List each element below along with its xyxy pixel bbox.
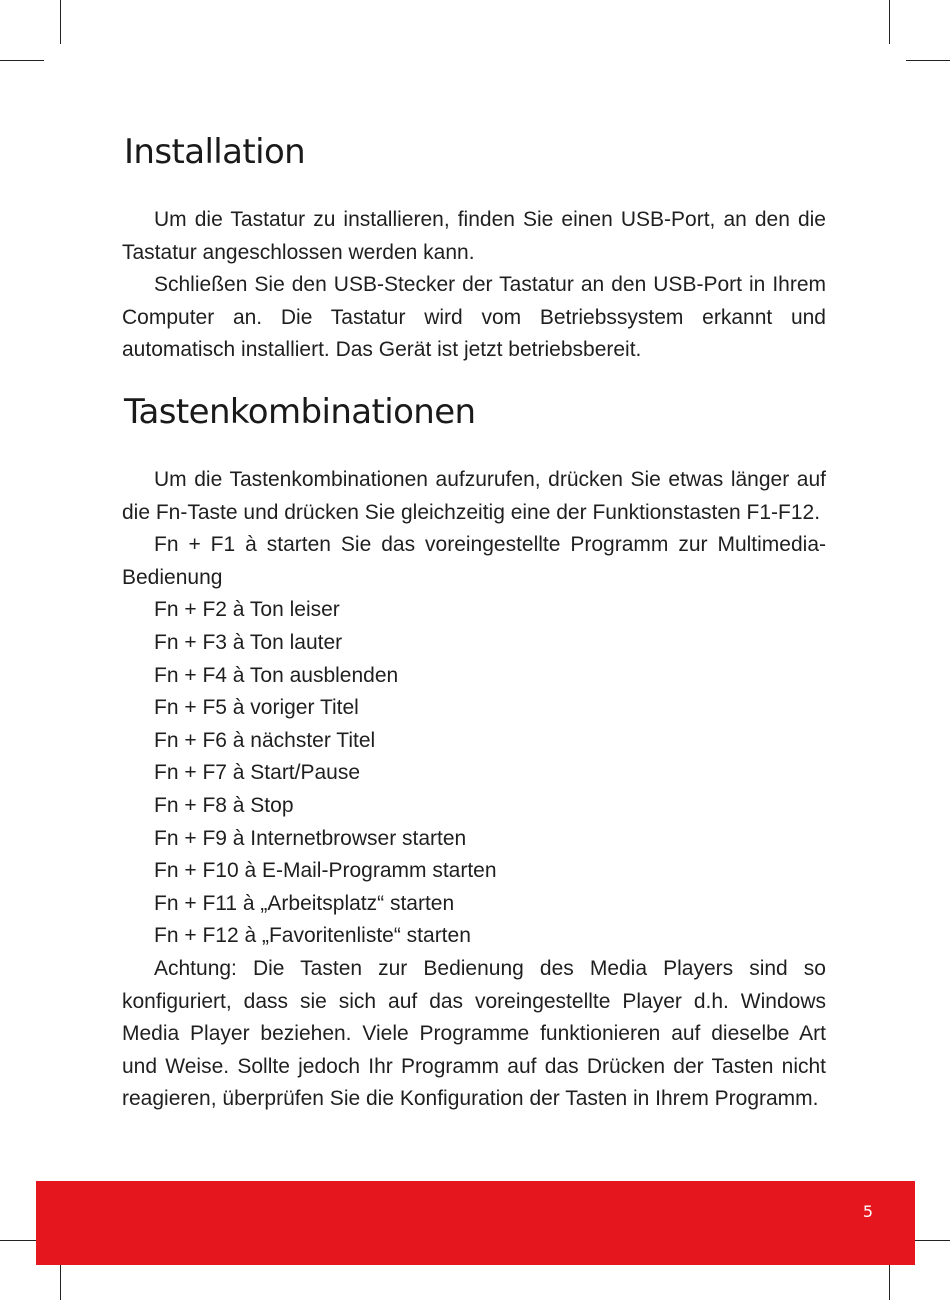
installation-heading: Installation	[124, 132, 306, 172]
shortcut-item: Fn + F2 à Ton leiser	[154, 598, 340, 622]
crop-mark-top-left	[0, 60, 44, 61]
shortcuts-note: Achtung: Die Tasten zur Bedienung des Media Players sind so konfiguriert, dass sie sich auf das voreingestellte Player d.h. Windows Media Player beziehen. Viele Programme funktionieren auf dieselbe Art und Weise. Sollte jedoch Ihr Programm auf das Drücken der Tasten nicht reagieren, überprüfen Sie die Konfiguration der Tasten in Ihrem Programm.	[122, 956, 826, 1111]
crop-mark-top-left	[60, 0, 61, 44]
shortcut-f1: Fn + F1 à starten Sie das voreingestellte Programm zur Multimedia-Bedienung	[122, 533, 826, 589]
crop-mark-top-right	[889, 0, 890, 44]
shortcut-item: Fn + F12 à „Favoritenliste“ starten	[154, 924, 471, 948]
installation-section	[122, 204, 826, 367]
page-number: 5	[862, 1202, 873, 1221]
footer-band	[36, 1181, 915, 1265]
shortcut-item: Fn + F7 à Start/Pause	[154, 761, 361, 785]
shortcut-item: Fn + F11 à „Arbeitsplatz“ starten	[154, 891, 455, 915]
shortcut-item: Fn + F9 à Internetbrowser starten	[154, 826, 467, 850]
shortcuts-heading: Tastenkombinationen	[124, 392, 476, 432]
shortcut-item: Fn + F8 à Stop	[154, 793, 294, 817]
shortcuts-intro: Um die Tastenkombinationen aufzurufen, drücken Sie etwas länger auf die Fn-Taste und drücken Sie gleichzeitig eine der Funktionstasten F1-F12.	[122, 468, 826, 524]
installation-paragraph: Schließen Sie den USB-Stecker der Tastatur an den USB-Port in Ihrem Computer an. Die Tastatur wird vom Betriebssystem erkannt und automatisch installiert. Das Gerät ist jetzt betriebsbereit.	[122, 273, 826, 362]
shortcut-item: Fn + F5 à voriger Titel	[154, 696, 359, 720]
shortcuts-section	[122, 464, 826, 1116]
crop-mark-top-right	[906, 60, 950, 61]
shortcut-item: Fn + F10 à E-Mail-Programm starten	[154, 859, 497, 883]
shortcut-item: Fn + F4 à Ton ausblenden	[154, 663, 399, 687]
shortcut-item: Fn + F6 à nächster Titel	[154, 728, 376, 752]
shortcut-item: Fn + F3 à Ton lauter	[154, 630, 343, 654]
installation-paragraph: Um die Tastatur zu installieren, finden Sie einen USB-Port, an den die Tastatur angeschlossen werden kann.	[122, 208, 826, 264]
